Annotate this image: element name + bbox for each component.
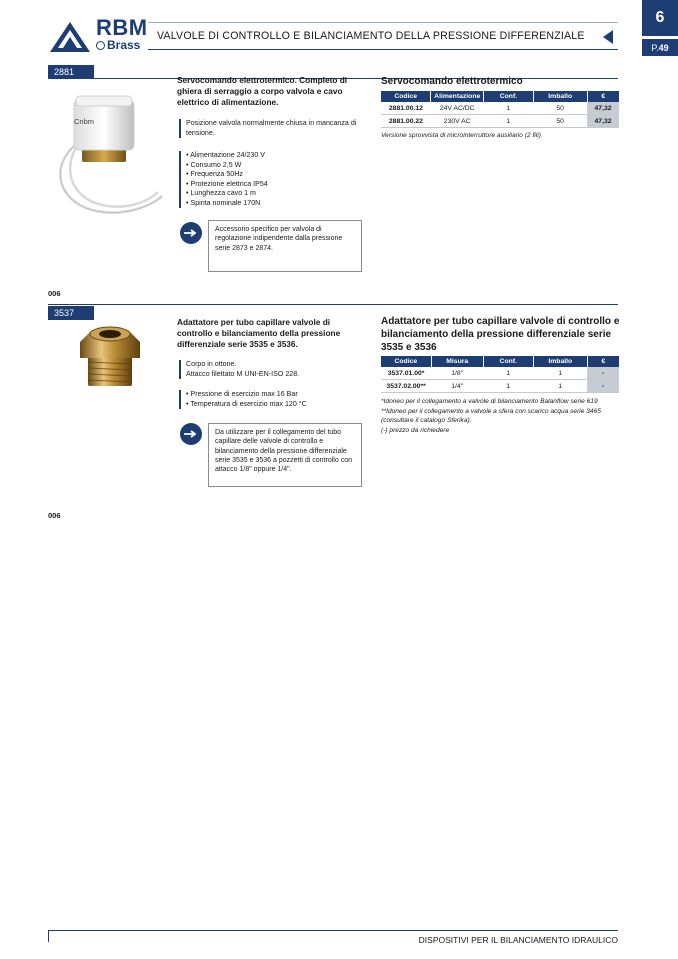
table-note: Versione sprovvista di microinterruttore ausiliario (2 fili) (381, 132, 541, 139)
footer-title: DISPOSITIVI PER IL BILANCIAMENTO IDRAULICO (418, 935, 618, 945)
brand-mark-icon (96, 41, 105, 50)
table-note: **Idoneo per il collegamento a valvole a sfera con scarico acqua serie 3465 (consultare il catalogo Sferika). (381, 407, 601, 424)
product-description (179, 119, 366, 138)
spec-item: • Frequenza 50Hz (186, 170, 366, 180)
footer-divider (48, 930, 618, 931)
description-text: Attacco filettato M UNI-EN-ISO 228. (186, 369, 300, 378)
thermoelectric-actuator-image (52, 82, 168, 232)
spec-item: • Lunghezza cavo 1 m (186, 189, 366, 199)
table-row: 3537.01.00* 1/8" 1 1 - (381, 367, 619, 380)
table-row: 3537.02.00** 1/4" 1 1 - (381, 380, 619, 393)
spec-item: • Protezione elettrica IP54 (186, 180, 366, 190)
spec-item: • Temperatura di esercizio max 120 °C (186, 400, 366, 410)
page-number: P. 49 (642, 39, 678, 56)
column-header: Conf. (483, 356, 533, 367)
table-title: Adattatore per tubo capillare valvole di controllo e bilanciamento della pressione differenziale serie 3535 e 3536 (381, 316, 620, 353)
arrow-left-icon (603, 30, 613, 44)
spec-item: • Consumo 2,5 W (186, 161, 366, 171)
column-header: Codice (381, 356, 431, 367)
spec-item: • Alimentazione 24/230 V (186, 151, 366, 161)
column-header: € (587, 91, 619, 102)
product-title: Servocomando elettrotermico. Completo di ghiera di serraggio a corpo valvola e cavo elettrico di alimentazione. (177, 75, 348, 107)
chapter-badge: 6 (642, 0, 678, 36)
brand-name: RBM Brass (96, 15, 148, 52)
spec-item: • Spinta nominale 170N (186, 199, 366, 209)
product-description (179, 360, 366, 379)
column-header: Imballo (533, 356, 587, 367)
table-notes (381, 397, 621, 435)
note-box: Accessorio specifico per valvola di regolazione indipendente dalla pressione serie 2873 e 2874. (208, 220, 362, 272)
column-header: Codice (381, 91, 431, 102)
spec-list (179, 390, 366, 409)
column-header: € (587, 356, 619, 367)
column-header: Alimentazione (431, 91, 484, 102)
section-code: 006 (48, 511, 61, 520)
table-row: 2881.00.22 230V AC 1 50 47,32 (381, 115, 619, 128)
column-header: Imballo (533, 91, 587, 102)
table-note: *Idoneo per il collegamento a valvole di bilanciamento Balanflow serie 619 (381, 398, 598, 405)
table-title: Servocomando elettrotermico (381, 76, 523, 87)
section-code: 006 (48, 289, 61, 298)
column-header: Conf. (484, 91, 534, 102)
price-table (381, 356, 619, 393)
description-text: Corpo in ottone. (186, 360, 237, 368)
section-divider (48, 304, 618, 305)
table-note: (-) prezzo da richiedere (381, 426, 450, 434)
description-text: Posizione valvola normalmente chiusa in mancanza di tensione. (186, 119, 357, 137)
brass-adapter-image (74, 322, 146, 390)
spec-item: • Pressione di esercizio max 16 Bar (186, 390, 366, 400)
column-header: Misura (431, 356, 483, 367)
table-row: 2881.00.12 24V AC/DC 1 50 47,32 (381, 102, 619, 115)
price-table (381, 91, 619, 128)
pointing-hand-icon (180, 423, 202, 445)
product-title: Adattatore per tubo capillare valvole di controllo e bilanciamento della pressione differenziale serie 3535 e 3536. (177, 317, 341, 349)
note-box: Da utilizzare per il collegamento del tubo capillare delle valvole di controllo e bilanciamento della pressione differenziale serie 3535 e 3536 a pozzetti di controllo con attacco 1/8" oppure 1/4". (208, 423, 362, 487)
footer-tick (48, 930, 49, 942)
section-tab-2881: 2881 (48, 65, 94, 79)
page-title: VALVOLE DI CONTROLLO E BILANCIAMENTO DELLA PRESSIONE DIFFERENZIALE (157, 30, 585, 42)
section-tab-3537: 3537 (48, 306, 94, 320)
spec-list (179, 151, 366, 208)
product-brand-label: Cnbm (74, 117, 95, 126)
pointing-hand-icon (180, 222, 202, 244)
